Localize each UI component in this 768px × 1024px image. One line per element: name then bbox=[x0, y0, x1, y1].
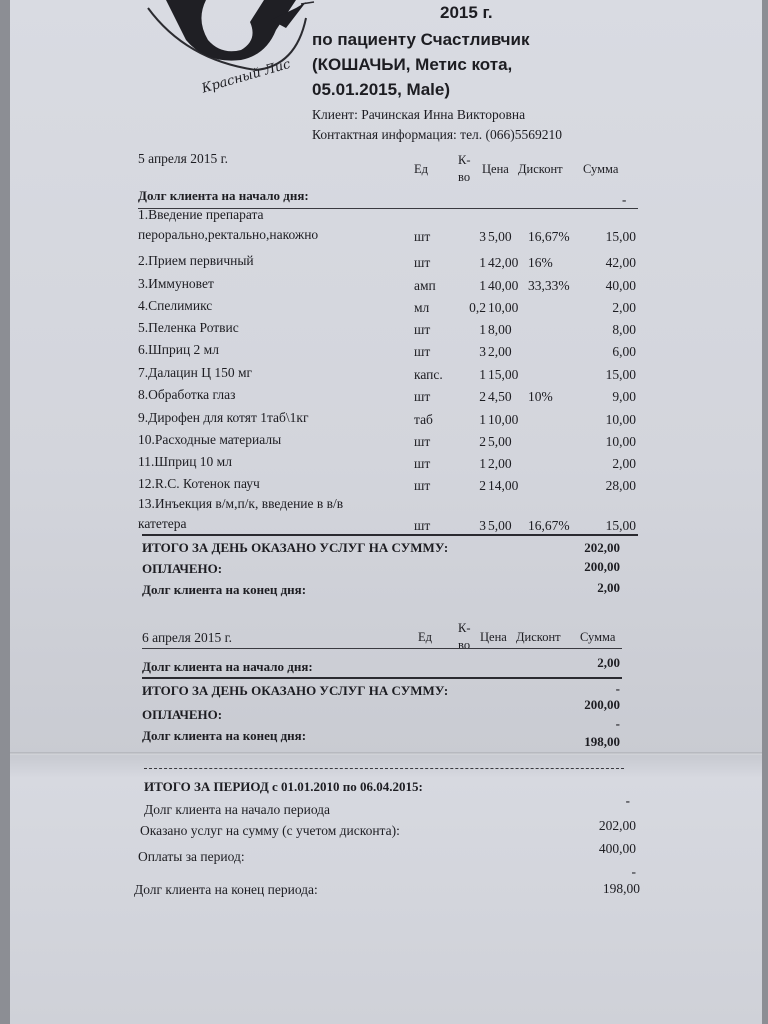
period-debt-start-label: Долг клиента на начало периода bbox=[144, 802, 331, 817]
day1-date: 5 апреля 2015 г. bbox=[138, 151, 228, 166]
item-sum: 28,00 bbox=[605, 478, 636, 493]
red-fox-logo-icon bbox=[146, 0, 316, 100]
period-debt-end-dash: - bbox=[631, 864, 636, 879]
item-name: 11.Шприц 10 мл bbox=[138, 454, 232, 469]
col-qty-1: К- bbox=[458, 153, 471, 167]
day1-total-value: 202,00 bbox=[584, 540, 620, 555]
item-sum: 2,00 bbox=[612, 300, 636, 315]
day2-paid-label: ОПЛАЧЕНО: bbox=[142, 707, 223, 722]
item-unit: таб bbox=[414, 412, 433, 427]
day1-debt-end-value: 2,00 bbox=[597, 580, 620, 595]
item-price: 4,50 bbox=[488, 389, 512, 404]
item-qty: 3 bbox=[479, 518, 486, 533]
day2-col-qty-2: во bbox=[458, 638, 471, 652]
period-debt-end-value: 198,00 bbox=[602, 881, 640, 896]
day1-paid-label: ОПЛАЧЕНО: bbox=[142, 561, 223, 576]
day2-col-unit: Ед bbox=[418, 630, 432, 644]
day2-col-qty-1: К- bbox=[458, 621, 471, 635]
item-name-continuation: перорально,ректально,накожно bbox=[138, 227, 319, 242]
item-name: 6.Шприц 2 мл bbox=[138, 342, 219, 357]
item-price: 15,00 bbox=[488, 367, 519, 382]
item-qty: 1 bbox=[479, 278, 486, 293]
period-payments-value: 400,00 bbox=[598, 841, 636, 856]
item-name: 2.Прием первичный bbox=[138, 253, 254, 268]
col-discount: Дисконт bbox=[518, 162, 563, 176]
item-unit: шт bbox=[414, 389, 431, 404]
item-name: 7.Далацин Ц 150 мг bbox=[138, 365, 253, 380]
item-qty: 1 bbox=[479, 322, 486, 337]
item-unit: шт bbox=[414, 344, 431, 359]
item-name: 8.Обработка глаз bbox=[138, 387, 236, 402]
period-payments-label: Оплаты за период: bbox=[138, 849, 245, 864]
day1-debt-start-label: Долг клиента на начало дня: bbox=[138, 188, 309, 203]
item-qty: 3 bbox=[479, 344, 486, 359]
day2-col-discount: Дисконт bbox=[516, 630, 561, 644]
day1-total-label: ИТОГО ЗА ДЕНЬ ОКАЗАНО УСЛУГ НА СУММУ: bbox=[142, 540, 449, 555]
day1-total-rule bbox=[142, 534, 638, 536]
item-unit: шт bbox=[414, 456, 431, 471]
item-discount: 33,33% bbox=[528, 278, 570, 293]
day2-debt-end-label: Долг клиента на конец дня: bbox=[142, 728, 307, 743]
day2-col-sum: Сумма bbox=[580, 630, 616, 644]
col-price: Цена bbox=[482, 162, 509, 176]
item-sum: 15,00 bbox=[605, 229, 636, 244]
day1-debt-start-value: - bbox=[622, 192, 627, 207]
item-discount: 10% bbox=[528, 389, 553, 404]
patient-line-2: (КОШАЧЬИ, Метис кота, bbox=[312, 55, 513, 74]
item-sum: 40,00 bbox=[605, 278, 636, 293]
item-unit: шт bbox=[414, 434, 431, 449]
day2-debt-start-label: Долг клиента на начало дня: bbox=[142, 659, 313, 674]
day2-debt-end-dash: - bbox=[615, 716, 620, 731]
item-sum: 2,00 bbox=[612, 456, 636, 471]
item-sum: 15,00 bbox=[605, 518, 636, 533]
item-discount: 16% bbox=[528, 255, 553, 270]
col-sum: Сумма bbox=[583, 162, 619, 176]
item-qty: 1 bbox=[479, 255, 486, 270]
item-unit: шт bbox=[414, 229, 431, 244]
col-unit: Ед bbox=[414, 162, 428, 176]
item-sum: 15,00 bbox=[605, 367, 636, 382]
item-qty: 3 bbox=[479, 229, 486, 244]
item-price: 2,00 bbox=[488, 456, 512, 471]
client-contact: Контактная информация: тел. (066)5569210 bbox=[312, 127, 563, 142]
period-debt-start-value: - bbox=[625, 793, 630, 808]
period-debt-end-label: Долг клиента на конец периода: bbox=[134, 882, 318, 897]
item-unit: капс. bbox=[414, 367, 443, 382]
day1-debt-end-label: Долг клиента на конец дня: bbox=[142, 582, 307, 597]
item-unit: шт bbox=[414, 255, 431, 270]
item-unit: шт bbox=[414, 478, 431, 493]
period-services-label: Оказано услуг на сумму (с учетом дисконта): bbox=[140, 823, 400, 838]
item-name: 9.Дирофен для котят 1таб\1кг bbox=[138, 410, 309, 425]
item-price: 40,00 bbox=[488, 278, 519, 293]
patient-line-1: по пациенту Счастливчик bbox=[312, 30, 530, 49]
period-rule bbox=[144, 768, 624, 769]
item-price: 5,00 bbox=[488, 434, 512, 449]
item-discount: 16,67% bbox=[528, 518, 570, 533]
day2-col-price: Цена bbox=[480, 630, 507, 644]
item-name: 12.R.C. Котенок пауч bbox=[138, 476, 260, 491]
item-price: 42,00 bbox=[488, 255, 519, 270]
item-price: 10,00 bbox=[488, 300, 519, 315]
day1-paid-value: 200,00 bbox=[584, 559, 620, 574]
item-sum: 6,00 bbox=[612, 344, 636, 359]
item-price: 8,00 bbox=[488, 322, 512, 337]
item-unit: амп bbox=[414, 278, 436, 293]
invoice-paper bbox=[10, 0, 762, 1024]
item-sum: 42,00 bbox=[605, 255, 636, 270]
item-sum: 10,00 bbox=[605, 434, 636, 449]
item-price: 2,00 bbox=[488, 344, 512, 359]
item-qty: 2 bbox=[479, 434, 486, 449]
period-services-value: 202,00 bbox=[598, 818, 636, 833]
patient-line-3: 05.01.2015, Male) bbox=[312, 80, 450, 99]
item-qty: 1 bbox=[479, 456, 486, 471]
invoice-year: 2015 г. bbox=[440, 3, 493, 22]
item-price: 5,00 bbox=[488, 229, 512, 244]
item-name: 5.Пеленка Ротвис bbox=[138, 320, 239, 335]
item-price: 14,00 bbox=[488, 478, 519, 493]
item-unit: мл bbox=[414, 300, 430, 315]
client-name: Клиент: Рачинская Инна Викторовна bbox=[312, 107, 526, 122]
item-discount: 16,67% bbox=[528, 229, 570, 244]
day2-paid-value: 200,00 bbox=[584, 697, 620, 712]
col-qty-2: во bbox=[458, 170, 471, 184]
item-sum: 10,00 bbox=[605, 412, 636, 427]
item-qty: 2 bbox=[479, 478, 486, 493]
day2-header-rule bbox=[142, 648, 622, 649]
day2-total-value: - bbox=[615, 681, 620, 696]
item-name-continuation: катетера bbox=[138, 516, 187, 531]
day2-date: 6 апреля 2015 г. bbox=[142, 630, 232, 645]
item-unit: шт bbox=[414, 322, 431, 337]
item-name: 10.Расходные материалы bbox=[138, 432, 282, 447]
item-price: 5,00 bbox=[488, 518, 512, 533]
item-qty: 1 bbox=[479, 412, 486, 427]
day2-total-label: ИТОГО ЗА ДЕНЬ ОКАЗАНО УСЛУГ НА СУММУ: bbox=[142, 683, 449, 698]
item-sum: 8,00 bbox=[612, 322, 636, 337]
item-name: 13.Инъекция в/м,п/к, введение в в/в bbox=[138, 496, 344, 511]
period-title: ИТОГО ЗА ПЕРИОД с 01.01.2010 по 06.04.2015: bbox=[144, 779, 423, 794]
item-sum: 9,00 bbox=[612, 389, 636, 404]
item-qty: 2 bbox=[479, 389, 486, 404]
day2-debt-end-value: 198,00 bbox=[584, 734, 620, 749]
paper-fold bbox=[10, 752, 762, 755]
item-unit: шт bbox=[414, 518, 431, 533]
day2-total-rule bbox=[142, 677, 622, 679]
day2-debt-start-value: 2,00 bbox=[597, 655, 620, 670]
item-name: 3.Иммуновет bbox=[138, 276, 214, 291]
item-price: 10,00 bbox=[488, 412, 519, 427]
item-name: 1.Введение препарата bbox=[138, 207, 264, 222]
svg-text:Красный Лис: Красный Лис bbox=[200, 56, 293, 97]
item-qty: 1 bbox=[479, 367, 486, 382]
item-name: 4.Спелимикс bbox=[138, 298, 213, 313]
item-qty: 0,2 bbox=[469, 300, 486, 315]
